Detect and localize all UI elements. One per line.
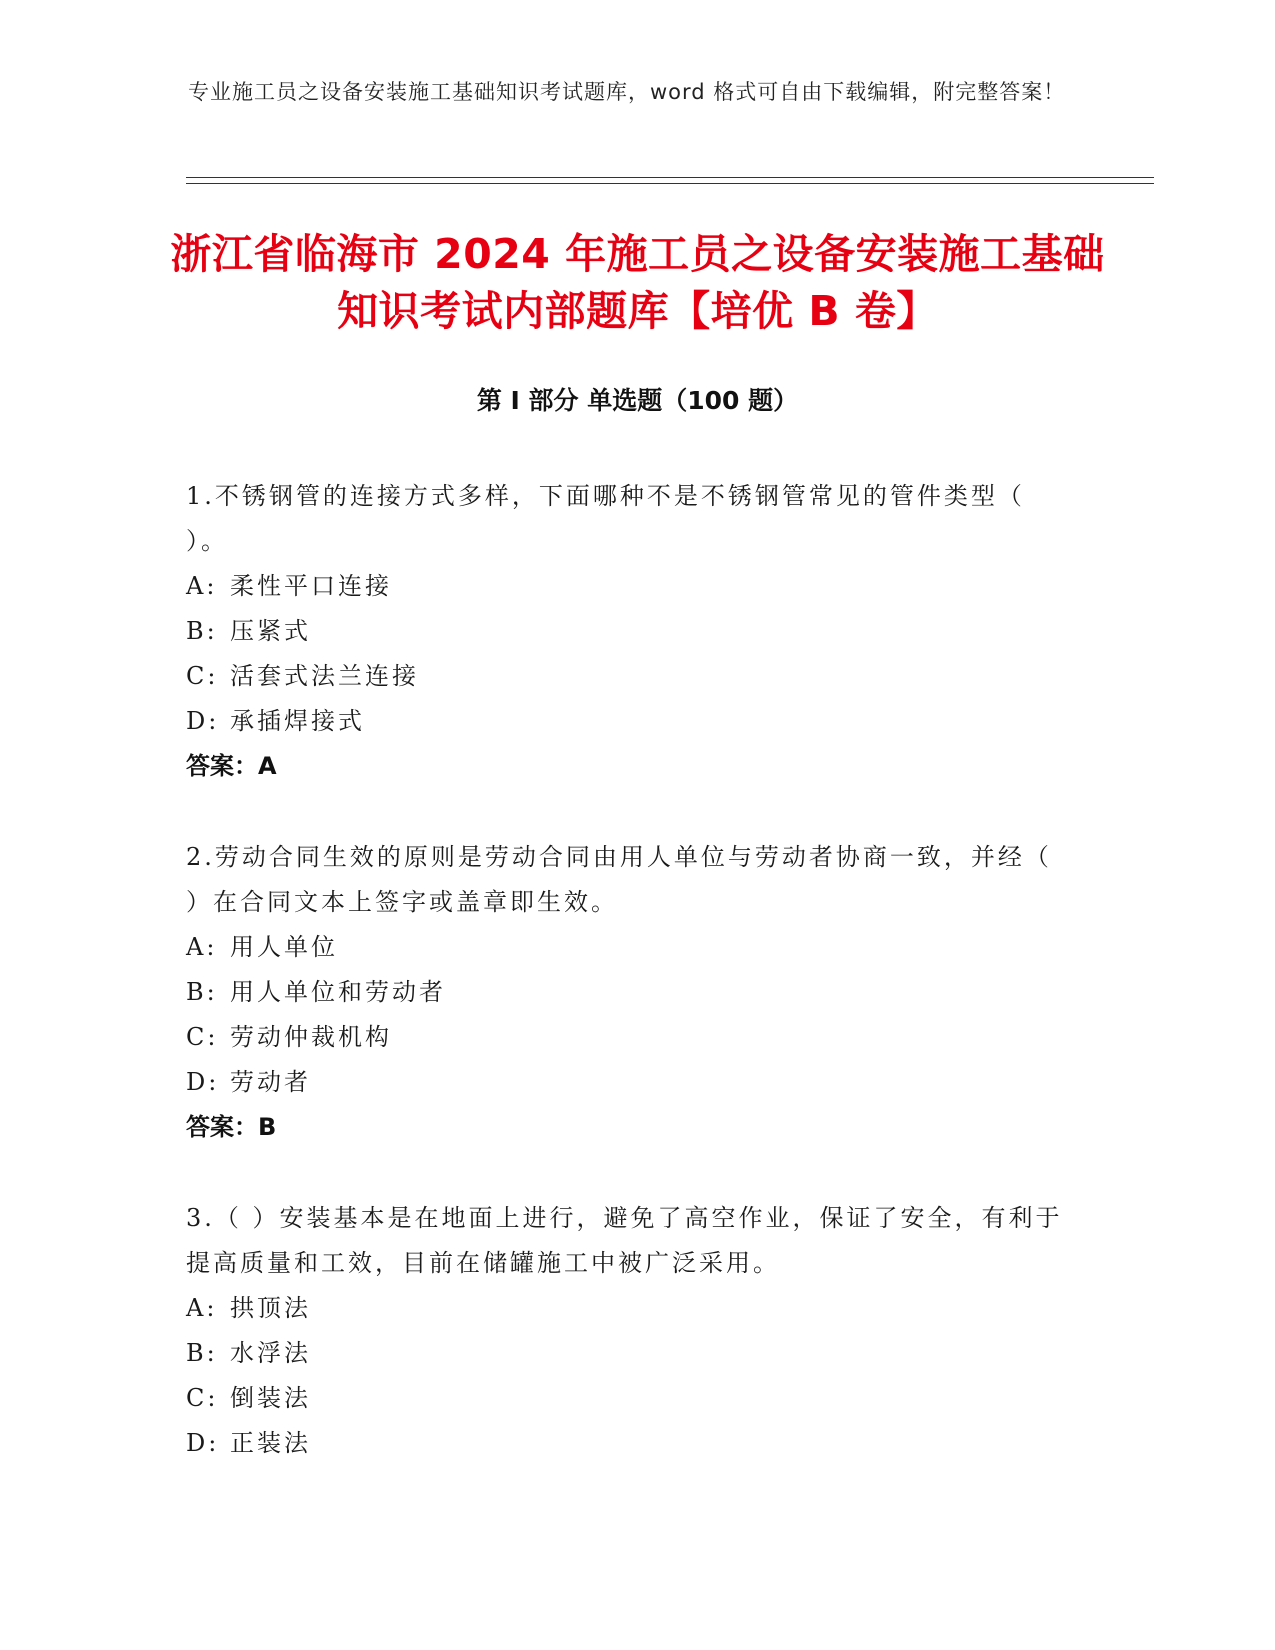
question-stem: 1.不锈钢管的连接方式多样，下面哪种不是不锈钢管常见的管件类型（ ）。 (186, 482, 1025, 555)
option-text: 压紧式 (230, 617, 311, 645)
option-letter: B: (186, 617, 218, 645)
option-text: 用人单位 (230, 933, 338, 961)
option-letter: A: (186, 933, 218, 961)
option-letter: B: (186, 1339, 218, 1367)
question-item (186, 474, 1066, 789)
option-text: 柔性平口连接 (230, 572, 392, 600)
option-d (186, 1421, 1066, 1466)
question-list (186, 474, 1066, 1512)
option-c (186, 1376, 1066, 1421)
option-letter: A: (186, 572, 218, 600)
option-a (186, 925, 1066, 970)
header-rule-top (186, 177, 1154, 178)
option-letter: D: (186, 1429, 220, 1457)
option-text: 劳动者 (230, 1068, 311, 1096)
question-item (186, 835, 1066, 1150)
option-c (186, 654, 1066, 699)
option-d (186, 699, 1066, 744)
option-d (186, 1060, 1066, 1105)
option-a (186, 564, 1066, 609)
header-rule-bottom (186, 183, 1154, 184)
option-letter: B: (186, 978, 218, 1006)
option-text: 水浮法 (230, 1339, 311, 1367)
option-letter: C: (186, 662, 219, 690)
option-text: 拱顶法 (230, 1294, 311, 1322)
option-letter: D: (186, 1068, 220, 1096)
option-text: 用人单位和劳动者 (230, 978, 446, 1006)
option-b (186, 1331, 1066, 1376)
option-text: 劳动仲裁机构 (230, 1023, 392, 1051)
option-b (186, 970, 1066, 1015)
option-letter: D: (186, 707, 220, 735)
option-b (186, 609, 1066, 654)
option-letter: C: (186, 1023, 219, 1051)
option-text: 倒装法 (230, 1384, 311, 1412)
option-text: 正装法 (230, 1429, 311, 1457)
option-letter: C: (186, 1384, 219, 1412)
answer-line: 答案：A (186, 752, 277, 780)
header-note: 专业施工员之设备安装施工基础知识考试题库，word 格式可自由下载编辑，附完整答案！ (188, 80, 1066, 104)
question-item (186, 1196, 1066, 1466)
document-title: 浙江省临海市 2024 年施工员之设备安装施工基础知识考试内部题库【培优 B 卷】 (170, 230, 1105, 335)
question-stem: 3.（ ）安装基本是在地面上进行，避免了高空作业，保证了安全，有利于提高质量和工效，目前在储罐施工中被广泛采用。 (186, 1204, 1063, 1277)
option-letter: A: (186, 1294, 218, 1322)
option-text: 活套式法兰连接 (230, 662, 419, 690)
option-a (186, 1286, 1066, 1331)
answer-line: 答案：B (186, 1113, 277, 1141)
question-stem: 2.劳动合同生效的原则是劳动合同由用人单位与劳动者协商一致，并经（ ）在合同文本上签字或盖章即生效。 (186, 843, 1052, 916)
section-title: 第 I 部分 单选题（100 题） (476, 386, 799, 415)
option-c (186, 1015, 1066, 1060)
option-text: 承插焊接式 (230, 707, 365, 735)
